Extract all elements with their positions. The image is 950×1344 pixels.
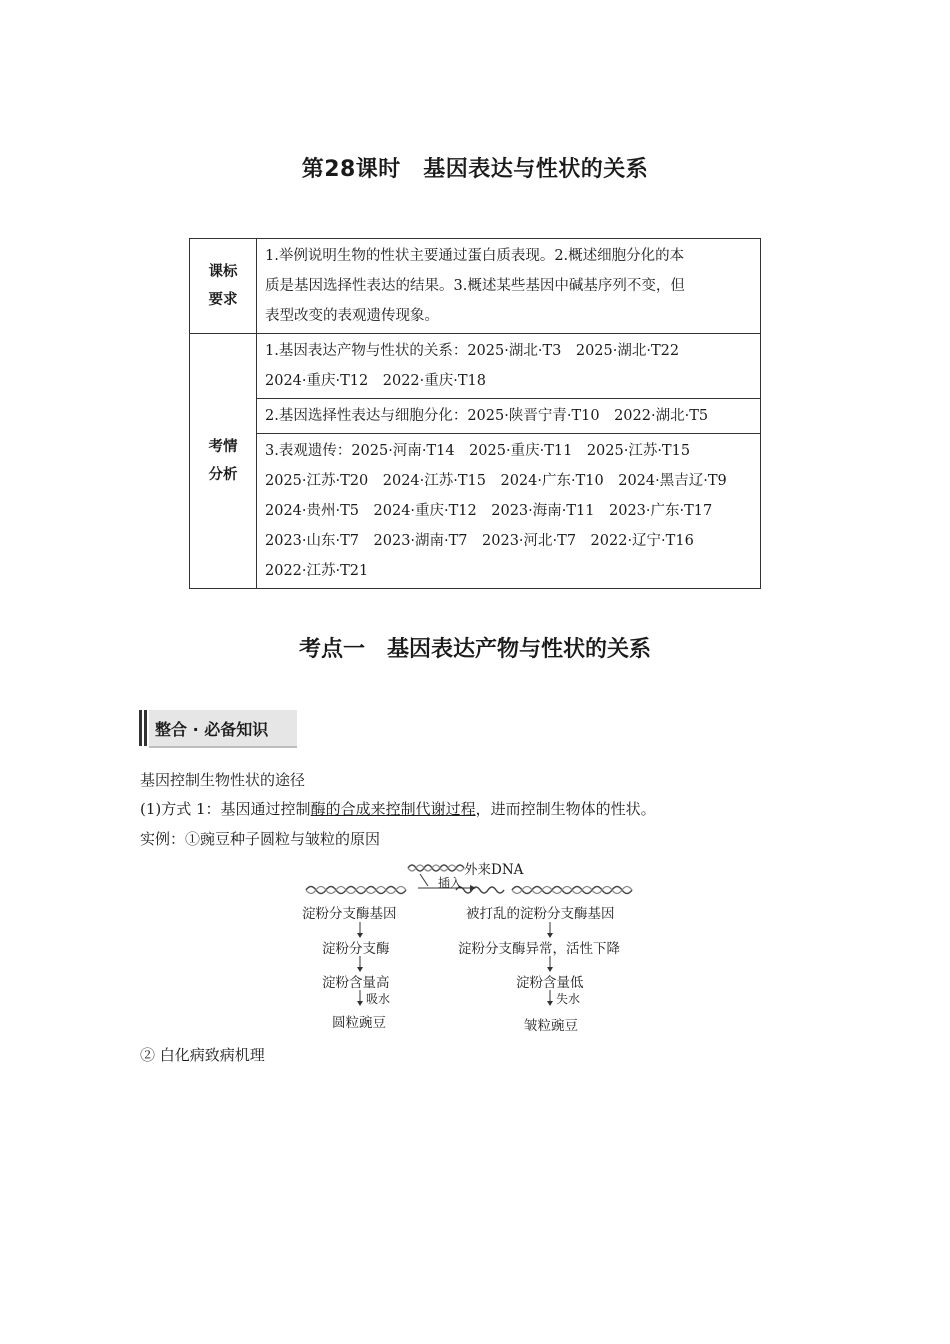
page-title: 第28课时 基因表达与性状的关系 [301,157,649,182]
body-line-4: ② 白化病致病机理 [140,1046,265,1064]
left-gene-helix [306,887,406,894]
left-arrowhead-3 [357,1001,363,1006]
section-tag [139,710,299,746]
section-title: 考点一 基因表达产物与性状的关系 [298,637,651,662]
foreign-dna-helix [408,865,464,871]
analysis-item-2 [257,399,761,434]
right-step-4: 皱粒豌豆 [524,1018,578,1034]
body-line-2-underline: 酶的合成来控制代谢过程 [310,800,476,818]
requirements-table [189,238,761,589]
label-analysis-text: 考情分析 [208,439,238,483]
insert-arrowhead [470,885,476,891]
analysis-line: 1.基因表达产物与性状的关系：2025·湖北·T3 2025·湖北·T22 [265,343,680,359]
body-line-2-prefix: (1)方式 1：基因通过控制 [140,800,311,818]
analysis-line: 2022·江苏·T21 [265,563,369,579]
right-step-3: 淀粉含量低 [516,975,584,991]
right-step-2: 淀粉分支酶异常，活性下降 [458,941,620,957]
left-step-1: 淀粉分支酶基因 [302,906,397,922]
tag-bar [144,710,147,746]
pea-diagram [300,852,650,1042]
body-line-2 [140,798,656,819]
tag-bar [139,710,142,746]
curriculum-line: 质是基因选择性表达的结果。3.概述某些基因中碱基序列不变，但 [265,278,685,294]
analysis-item-1 [257,334,761,399]
body-line-2-suffix: ，进而控制生物体的性状。 [475,800,656,818]
left-arrow-label: 吸水 [366,992,391,1006]
analysis-line: 2024·重庆·T12 2022·重庆·T18 [265,373,486,389]
right-step-1: 被打乱的淀粉分支酶基因 [466,906,615,922]
label-curriculum-text: 课标要求 [208,264,238,308]
body-line-3: 实例：①豌豆种子圆粒与皱粒的原因 [140,830,381,848]
right-arrowhead-3 [547,1001,553,1006]
analysis-line: 3.表观遗传：2025·河南·T14 2025·重庆·T11 2025·江苏·T15 [265,443,691,459]
analysis-item-3 [257,434,761,589]
curriculum-line: 表型改变的表观遗传现象。 [265,308,439,324]
analysis-line: 2024·贵州·T5 2024·重庆·T12 2023·海南·T11 2023·广东·T17 [265,503,713,519]
left-step-3: 淀粉含量高 [322,975,390,991]
analysis-line: 2025·江苏·T20 2024·江苏·T15 2024·广东·T10 2024·黑吉辽·T9 [265,473,727,489]
body-line-1: 基因控制生物性状的途径 [140,771,306,789]
label-analysis [190,334,257,589]
right-arrow-label: 失水 [556,992,581,1006]
curriculum-content [257,239,761,334]
curriculum-line: 1.举例说明生物的性状主要通过蛋白质表现。2.概述细胞分化的本 [265,248,685,264]
left-step-2: 淀粉分支酶 [322,941,390,957]
insert-slash [420,874,428,886]
analysis-line: 2023·山东·T7 2023·湖南·T7 2023·河北·T7 2022·辽宁·T16 [265,533,694,549]
label-curriculum [190,239,257,334]
left-step-4: 圆粒豌豆 [332,1015,386,1031]
insert-label: 插入 [438,876,463,890]
tag-label: 整合 · 必备知识 [155,720,269,739]
foreign-dna-label: 外来DNA [464,862,524,878]
analysis-line: 2.基因选择性表达与细胞分化：2025·陕晋宁青·T10 2022·湖北·T5 [265,408,709,424]
